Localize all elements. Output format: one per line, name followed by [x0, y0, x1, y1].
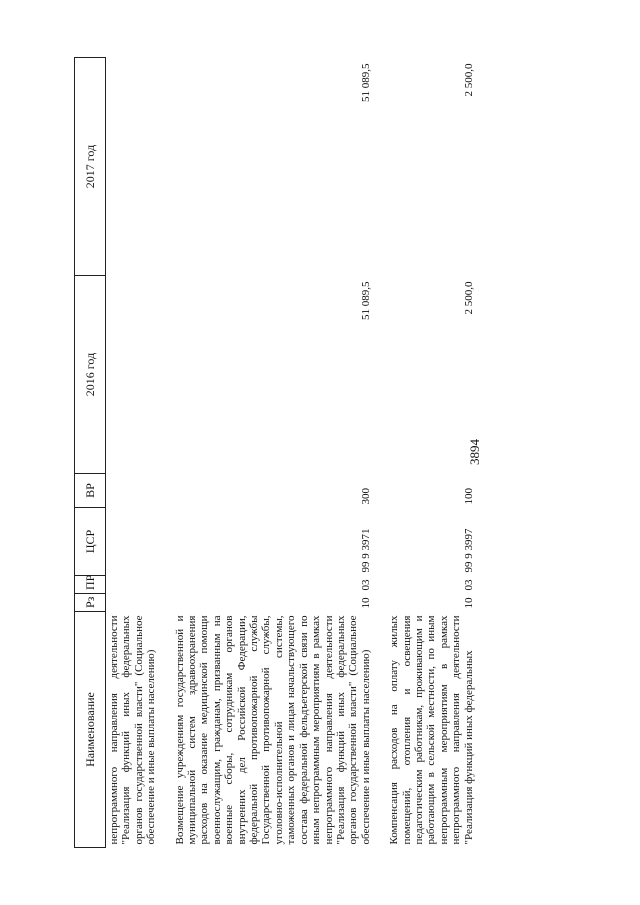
row-name: Компенсация расходов на оплату жилых помещений, отопления и освещения педагогическим работникам, проживающим и работающим в сельской местности, по иным непрограммным мероприятиям в рамках непрограммного направления деятельности "Реализация функций иных федеральных [388, 615, 475, 845]
header-2016: 2016 год [75, 276, 106, 474]
row-rz: 10 [359, 597, 372, 609]
row-csr [106, 508, 160, 576]
row-csr: 99 9 3971 [359, 528, 372, 573]
row-vr: 100 [462, 488, 475, 505]
header-pr: ПР [75, 576, 106, 594]
row-name: непрограммного направления деятельности "Реализация функций иных федеральных органов государственной власти" (Социальное обеспечение и иные выплаты населению) [108, 615, 158, 845]
row-csr: 99 9 3997 [462, 528, 475, 573]
row-2016: 2 500,0 [462, 281, 475, 315]
table-row [172, 58, 375, 848]
header-csr: ЦСР [75, 508, 106, 576]
header-rz: Рз [75, 594, 106, 612]
row-rz [106, 594, 160, 612]
row-rz: 10 [462, 597, 475, 609]
budget-table [74, 57, 477, 848]
table-region [74, 58, 619, 848]
row-pr: 03 [359, 579, 372, 591]
row-2017 [106, 58, 160, 276]
row-pr: 03 [462, 579, 475, 591]
row-name: Возмещение учреждениям государственной и муниципальной систем здравоохранения расходов на оказание медицинской помощи военнослужащим, гражданам, призванным на военные сборы, сотрудникам органов внутренних дел Российской Федерации, федеральной противопожарной службы Государственной противопожарной службы, уголовно-исполнительной системы, таможенных органов и лицам начальствующего состава федеральной фельдъегерской связи по иным непрограммным мероприятиям в рамках непрограммного направления деятельности "Реализация функций иных федеральных органов государственной власти" (Социальное обеспечение и иные выплаты населению) [173, 615, 372, 845]
table-header-row [75, 58, 106, 848]
row-2016: 51 089,5 [359, 281, 372, 320]
page-number: 3894 [467, 439, 482, 465]
header-vr: ВР [75, 474, 106, 508]
row-vr: 300 [359, 488, 372, 505]
row-2016 [106, 276, 160, 474]
table-row [106, 58, 160, 848]
table-row [386, 58, 477, 848]
row-vr [106, 474, 160, 508]
row-2017: 2 500,0 [462, 63, 475, 97]
row-pr [106, 576, 160, 594]
row-2017: 51 089,5 [359, 63, 372, 102]
header-name: Наименование [75, 612, 106, 848]
header-2017: 2017 год [75, 58, 106, 276]
budget-table-sheet [74, 58, 619, 848]
